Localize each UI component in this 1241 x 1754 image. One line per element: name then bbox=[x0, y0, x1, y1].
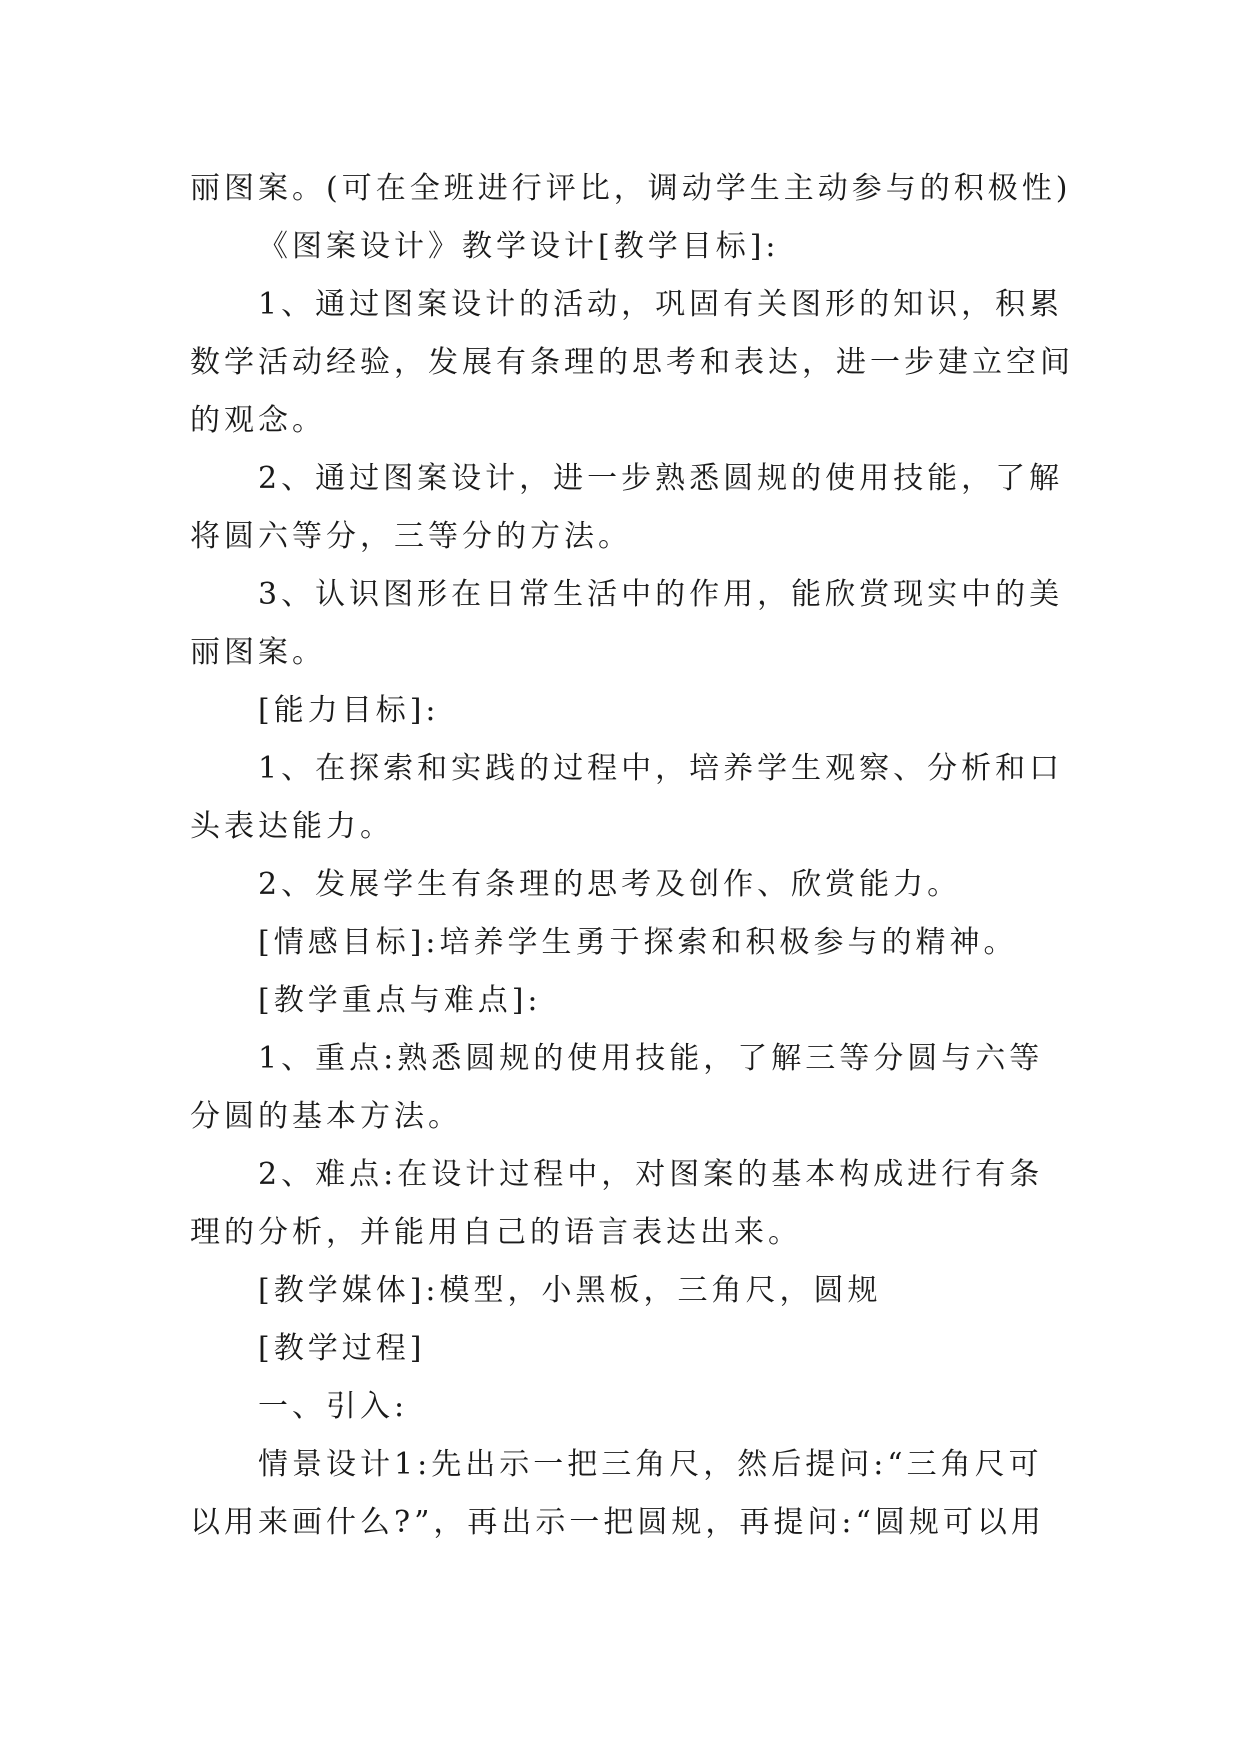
text-line: 理的分析，并能用自己的语言表达出来。 bbox=[190, 1215, 802, 1250]
section-heading-process: [教学过程] bbox=[258, 1331, 426, 1366]
text-line: 2、难点:在设计过程中，对图案的基本构成进行有条 bbox=[258, 1157, 1044, 1192]
text-line: 1、在探索和实践的过程中，培养学生观察、分析和口 bbox=[258, 751, 1064, 786]
text-line: 2、通过图案设计，进一步熟悉圆规的使用技能，了解 bbox=[258, 461, 1064, 496]
text-line: 丽图案。 bbox=[190, 635, 326, 670]
section-heading-emotion-goals: [情感目标]:培养学生勇于探索和积极参与的精神。 bbox=[258, 925, 1018, 960]
section-heading-media: [教学媒体]:模型，小黑板，三角尺，圆规 bbox=[258, 1273, 882, 1308]
text-line: 1、通过图案设计的活动，巩固有关图形的知识，积累 bbox=[258, 287, 1064, 322]
text-line: 《图案设计》教学设计[教学目标]: bbox=[258, 229, 780, 264]
text-line: 情景设计1:先出示一把三角尺，然后提问:“三角尺可 bbox=[258, 1447, 1043, 1482]
text-line: 3、认识图形在日常生活中的作用，能欣赏现实中的美 bbox=[258, 577, 1064, 612]
text-line: 数学活动经验，发展有条理的思考和表达，进一步建立空间 bbox=[190, 345, 1074, 380]
section-heading-ability-goals: [能力目标]: bbox=[258, 693, 440, 728]
text-line: 的观念。 bbox=[190, 403, 326, 438]
document-body bbox=[190, 160, 1074, 1552]
section-heading-key-points: [教学重点与难点]: bbox=[258, 983, 542, 1018]
text-line: 头表达能力。 bbox=[190, 809, 394, 844]
text-line: 2、发展学生有条理的思考及创作、欣赏能力。 bbox=[258, 867, 962, 902]
text-line: 1、重点:熟悉圆规的使用技能，了解三等分圆与六等 bbox=[258, 1041, 1044, 1076]
text-line: 将圆六等分，三等分的方法。 bbox=[190, 519, 632, 554]
text-line: 分圆的基本方法。 bbox=[190, 1099, 462, 1134]
text-line: 丽图案。(可在全班进行评比，调动学生主动参与的积极性) bbox=[190, 171, 1072, 206]
text-line: 以用来画什么?”，再出示一把圆规，再提问:“圆规可以用 bbox=[190, 1505, 1045, 1540]
subsection-heading-intro: 一、引入: bbox=[258, 1389, 409, 1424]
